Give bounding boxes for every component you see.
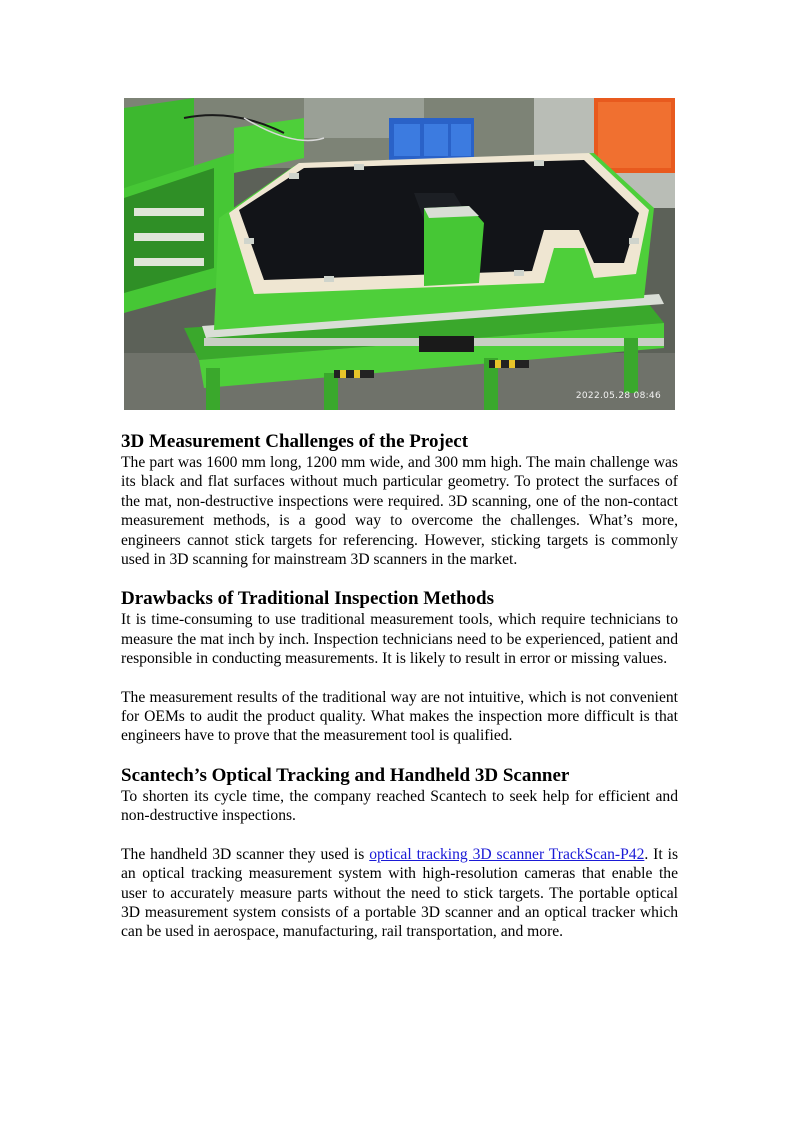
article-body	[121, 431, 678, 942]
section-heading-challenges: 3D Measurement Challenges of the Project	[121, 431, 469, 452]
section-heading-drawbacks: Drawbacks of Traditional Inspection Methods	[121, 588, 494, 610]
challenges-paragraph: The part was 1600 mm long, 1200 mm wide, and 300 mm high. The main challenge was its black and flat surfaces without much particular geometry. To protect the surfaces of the mat, non-destructive inspections were required. 3D scanning, one of the non-contact measurement methods, is a good way to overcome the challenges. What’s more, engineers cannot stick targets for referencing. However, sticking targets is commonly used in 3D scanning for mainstream 3D scanners in the market.	[121, 454, 678, 569]
inspection-fixture-photo	[124, 98, 675, 410]
drawbacks-paragraph-1: It is time-consuming to use traditional measurement tools, which require technicians to measure the mat inch by inch. Inspection technicians need to be experienced, patient and responsible in conducting measurements. It is likely to result in error or missing values.	[121, 611, 678, 668]
section-heading-scantech: Scantech’s Optical Tracking and Handheld 3D Scanner	[121, 764, 570, 786]
link-trailing-text: . It is an optical tracking measurement system with high-resolution cameras that enable the user to accurately measure parts without the need to stick targets. The portable optical 3D measurement system consists of a portable 3D scanner and an optical tracker which can be used in aerospace, manufacturing, rail transportation, and more.	[121, 845, 679, 941]
scantech-paragraph-1: To shorten its cycle time, the company reached Scantech to seek help for efficient and non-destructive inspections.	[121, 787, 678, 825]
drawbacks-paragraph-2: The measurement results of the traditional way are not intuitive, which is not convenient for OEMs to audit the product quality. What makes the inspection more difficult is that engineers have to prove that the measurement tool is qualified.	[121, 688, 678, 745]
photo-timestamp: 2022.05.28 08:46	[575, 391, 661, 401]
link-lead-text: The handheld 3D scanner they used is	[121, 845, 370, 863]
scantech-paragraph-2	[121, 845, 678, 942]
trackscan-p42-link[interactable]: optical tracking 3D scanner TrackScan-P42	[369, 845, 645, 863]
